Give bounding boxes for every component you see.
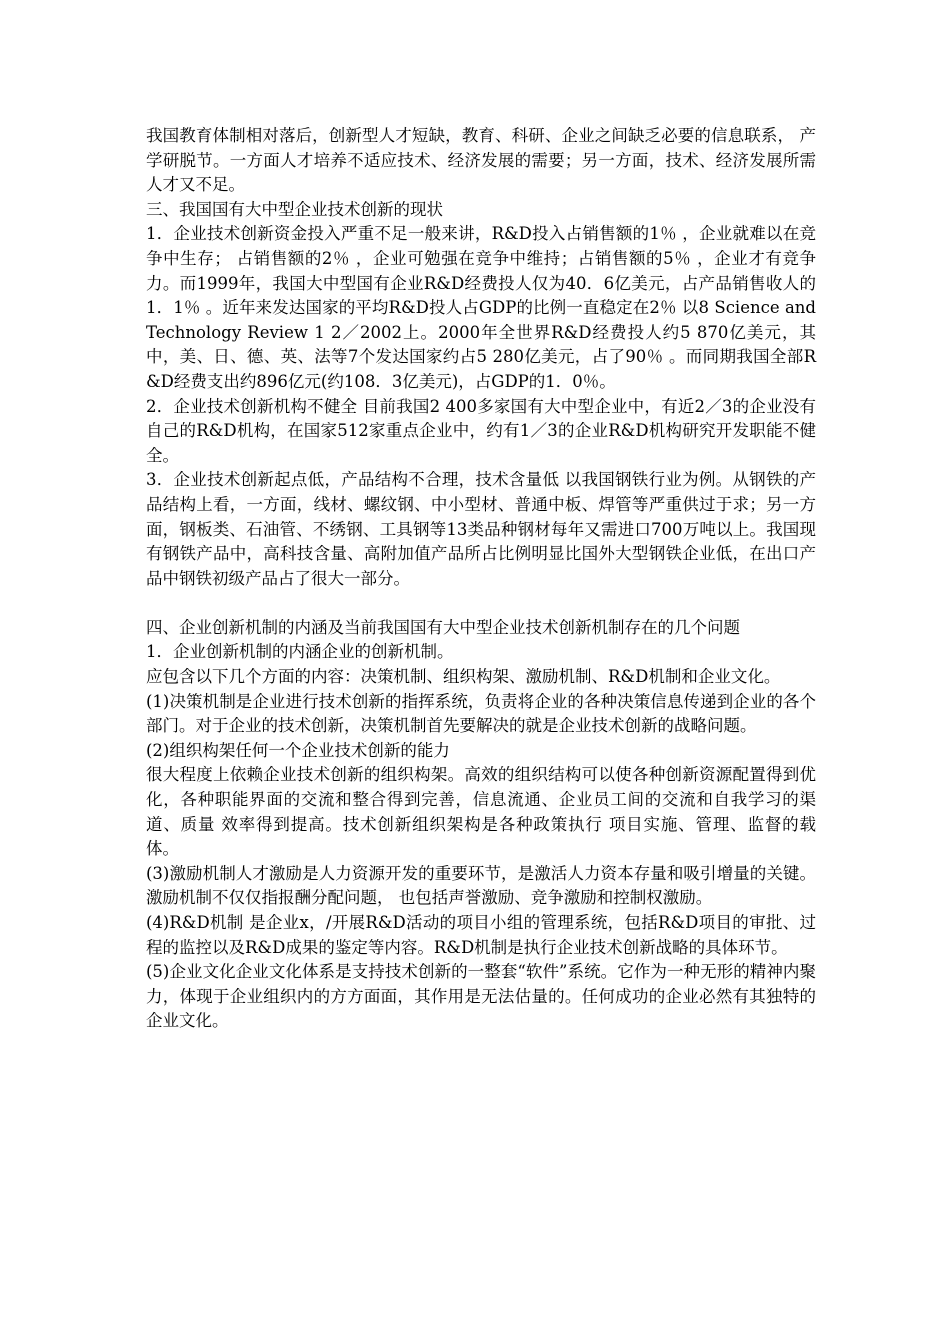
paragraph-mechanism-intro: 1．企业创新机制的内涵企业的创新机制。 — [146, 642, 454, 662]
document-body — [146, 124, 816, 1034]
section-heading-4: 四、企业创新机制的内涵及当前我国国有大中型企业技术创新机制存在的几个问题 — [146, 617, 740, 637]
paragraph-funding: 1．企业技术创新资金投入严重不足一般来讲，R&D投入占销售额的1％ ，企业就难以在竞争中生存； 占销售额的2％ ，企业可勉强在竞争中维持；占销售额的5％ ，企业才有竞争力。而1999年，我国大中型国有企业R&D经费投人仅为40．6亿美元，占产品销售收人的1．1％ 。近年来发达国家的平均R&D投人占GDP的比例一直稳定在2％ 以8 Science and Technology Review 1 2／2002上。2000年全世界R&D经费投人约5 870亿美元，其中，美、日、德、英、法等7个发达国家约占5 280亿美元，占了90％ 。而同期我国全部R&D经费支出约896亿元(约108．3亿美元)，占GDP的1．0％。 — [146, 224, 816, 391]
paragraph-corporate-culture: (5)企业文化企业文化体系是支持技术创新的一整套“软件”系统。它作为一种无形的精神内聚力，体现于企业组织内的方方面面，其作用是无法估量的。任何成功的企业必然有其独特的企业文化。 — [146, 962, 816, 1031]
paragraph-organization-title: (2)组织构架任何一个企业技术创新的能力 — [146, 740, 450, 760]
paragraph-education-system: 我国教育体制相对落后，创新型人才短缺，教育、科研、企业之间缺乏必要的信息联系， 产学研脱节。一方面人才培养不适应技术、经济发展的需要；另一方面，技术、经济发展所需人才又不足。 — [146, 126, 816, 195]
paragraph-incentive-mechanism: (3)激励机制人才激励是人力资源开发的重要环节，是激活人力资本存量和吸引增量的关键。激励机制不仅仅指报酬分配问题， 也包括声誉激励、竞争激励和控制权激励。 — [146, 863, 816, 908]
paragraph-institutions: 2．企业技术创新机构不健全 目前我国2 400多家国有大中型企业中，有近2／3的企业没有自己的R&D机构，在国家512家重点企业中，约有1／3的企业R&D机构研究开发职能不健全。 — [146, 396, 816, 465]
paragraph-decision-mechanism: (1)决策机制是企业进行技术创新的指挥系统，负责将企业的各种决策信息传递到企业的各个部门。对于企业的技术创新，决策机制首先要解决的就是企业技术创新的战略问题。 — [146, 691, 816, 736]
paragraph-organization-body: 很大程度上依赖企业技术创新的组织构架。高效的组织结构可以使各种创新资源配置得到优化，各种职能界面的交流和整合得到完善，信息流通、企业员工间的交流和自我学习的渠道、质量 效率得到提高。技术创新组织架构是各种政策执行 项目实施、管理、监督的载体。 — [146, 765, 816, 859]
paragraph-rd-mechanism: (4)R&D机制 是企业x，/开展R&D活动的项目小组的管理系统，包括R&D项目的审批、过程的监控以及R&D成果的鉴定等内容。R&D机制是执行企业技术创新战略的具体环节。 — [146, 913, 816, 957]
blank-line — [146, 591, 816, 616]
section-heading-3: 三、我国国有大中型企业技术创新的现状 — [146, 199, 443, 219]
paragraph-mechanism-contents: 应包含以下几个方面的内容：决策机制、组织构架、激励机制、R&D机制和企业文化。 — [146, 667, 781, 687]
paragraph-starting-point: 3．企业技术创新起点低，产品结构不合理，技术含量低 以我国钢铁行业为例。从钢铁的产品结构上看，一方面，线材、螺纹钢、中小型材、普通中板、焊管等严重供过于求；另一方面，钢板类、石油管、不绣钢、工具钢等13类品种钢材每年又需进口700万吨以上。我国现有钢铁产品中，高科技含量、高附加值产品所占比例明显比国外大型钢铁企业低，在出口产品中钢铁初级产品占了很大一部分。 — [146, 470, 816, 588]
